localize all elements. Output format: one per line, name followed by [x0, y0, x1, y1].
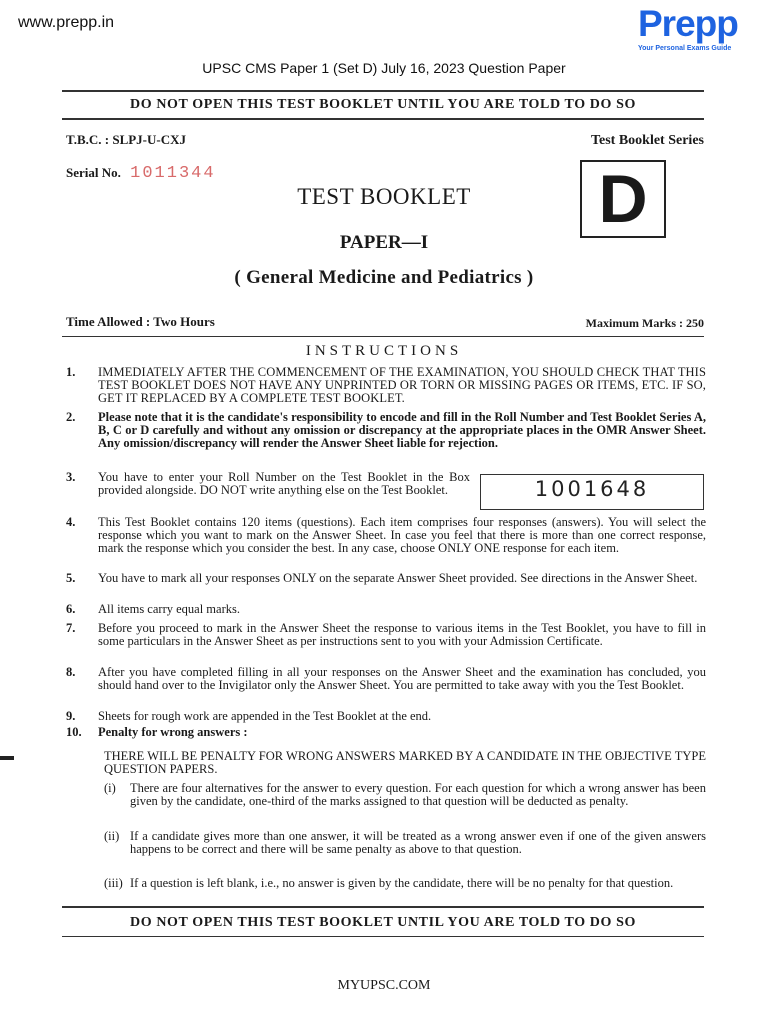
instruction-10 [66, 726, 706, 739]
mid-rule [62, 336, 704, 337]
roll-number-value: 1001648 [534, 477, 650, 501]
booklet-title: TEST BOOKLET [297, 184, 471, 209]
logo-word: Prepp [638, 3, 738, 44]
serial-value: 1011344 [130, 164, 216, 183]
penalty-item-text: There are four alternatives for the answer to every question. For each question for which a wrong answer has been given by the candidate, one-third of the marks assigned to that question will be deducted as penalty. [130, 781, 706, 808]
penalty-item-number: (iii) [104, 876, 123, 890]
maximum-marks: Maximum Marks : 250 [585, 316, 704, 330]
instruction-text: This Test Booklet contains 120 items (questions). Each item comprises four responses (answers). You will select the response which you want to mark on the Answer Sheet. In case you feel that there is more than one correct response, mark the response which you consider the best. In any case, choose ONLY ONE response for each item. [98, 515, 706, 555]
prepp-logo [638, 4, 758, 52]
top-rule-2 [62, 118, 704, 120]
instruction-text: IMMEDIATELY AFTER THE COMMENCEMENT OF THE EXAMINATION, YOU SHOULD CHECK THAT THIS TEST BOOKLET DOES NOT HAVE ANY UNPRINTED OR TORN OR MISSING PAGES OR ITEMS, ETC. IF SO, GET IT REPLACED BY A COMPLETE TEST BOOKLET. [98, 365, 706, 405]
instruction-text: All items carry equal marks. [98, 602, 240, 616]
instruction-number: 10. [66, 725, 82, 739]
instruction-text: Please note that it is the candidate's responsibility to encode and fill in the Roll Number and Test Booklet Series A, B, C or D carefully and without any omission or discrepancy at the appropriate places in the OMR Answer Sheet. Any omission/discrepancy will render the Answer Sheet liable for rejection. [98, 410, 706, 450]
paper-subject: ( General Medicine and Pediatrics ) [234, 267, 534, 288]
instruction-9 [66, 710, 706, 723]
time-allowed: Time Allowed : Two Hours [66, 314, 215, 329]
instruction-8 [66, 666, 706, 692]
instruction-number: 5. [66, 571, 76, 585]
penalty-item-number: (ii) [104, 829, 120, 843]
instruction-7 [66, 622, 706, 648]
instruction-5 [66, 572, 706, 585]
paper-title: PAPER—I [339, 232, 429, 253]
instruction-number: 4. [66, 515, 76, 529]
instruction-number: 9. [66, 709, 76, 723]
penalty-intro-text: THERE WILL BE PENALTY FOR WRONG ANSWERS MARKED BY A CANDIDATE IN THE OBJECTIVE TYPE QUESTION PAPERS. [104, 749, 706, 776]
bottom-warning: DO NOT OPEN THIS TEST BOOKLET UNTIL YOU ARE TOLD TO DO SO [130, 915, 636, 930]
roll-number-box [480, 474, 704, 510]
bottom-rule [62, 906, 704, 908]
serial-label: Serial No. [66, 165, 121, 180]
instruction-4 [66, 516, 706, 555]
edge-mark [0, 756, 14, 760]
penalty-item-1 [104, 782, 706, 808]
series-label: Test Booklet Series [590, 133, 704, 148]
tbc-code: T.B.C. : SLPJ-U-CXJ [66, 132, 187, 147]
instruction-text: Before you proceed to mark in the Answer Sheet the response to various items in the Test Booklet, you have to fill in some particulars in the Answer Sheet as per instructions sent to you with your Admission Certificate. [98, 621, 706, 648]
instruction-text: After you have completed filling in all your responses on the Answer Sheet and the examination has concluded, you should hand over to the Invigilator only the Answer Sheet. You are permitted to take away with you the Test Booklet. [98, 665, 706, 692]
footer-text: MYUPSC.COM [337, 978, 431, 993]
instruction-1 [66, 366, 706, 405]
instruction-text: Penalty for wrong answers : [98, 725, 248, 739]
instruction-text: Sheets for rough work are appended in the Test Booklet at the end. [98, 709, 432, 723]
top-warning: DO NOT OPEN THIS TEST BOOKLET UNTIL YOU ARE TOLD TO DO SO [130, 97, 636, 112]
instructions-heading: INSTRUCTIONS [305, 343, 463, 359]
penalty-item-number: (i) [104, 781, 116, 795]
document-heading: UPSC CMS Paper 1 (Set D) July 16, 2023 Question Paper [202, 60, 566, 76]
instruction-2 [66, 411, 706, 450]
instruction-number: 6. [66, 602, 76, 616]
top-rule [62, 90, 704, 92]
series-letter-box: D [580, 160, 666, 238]
bottom-rule-2 [62, 936, 704, 937]
instruction-3 [66, 471, 470, 497]
penalty-item-3 [104, 877, 706, 890]
penalty-intro [98, 750, 706, 776]
instruction-text: You have to mark all your responses ONLY on the separate Answer Sheet provided. See directions in the Answer Sheet. [98, 571, 698, 585]
booklet-cover-scan [0, 80, 768, 1024]
instruction-number: 3. [66, 470, 76, 484]
instruction-6 [66, 603, 706, 616]
instruction-text: You have to enter your Roll Number on the Test Booklet in the Box provided alongside. DO NOT write anything else on the Test Booklet. [98, 470, 470, 497]
penalty-item-text: If a candidate gives more than one answer, it will be treated as a wrong answer even if one of the given answers happens to be correct and there will be same penalty as above to that question. [130, 829, 706, 856]
penalty-item-2 [104, 830, 706, 856]
instruction-number: 1. [66, 365, 76, 379]
instruction-number: 2. [66, 410, 76, 424]
instruction-number: 8. [66, 665, 76, 679]
logo-tagline: Your Personal Exams Guide [638, 45, 732, 52]
serial-number [66, 164, 216, 183]
site-url: www.prepp.in [18, 14, 115, 31]
instruction-number: 7. [66, 621, 76, 635]
penalty-item-text: If a question is left blank, i.e., no answer is given by the candidate, there will be no penalty for that question. [130, 876, 674, 890]
